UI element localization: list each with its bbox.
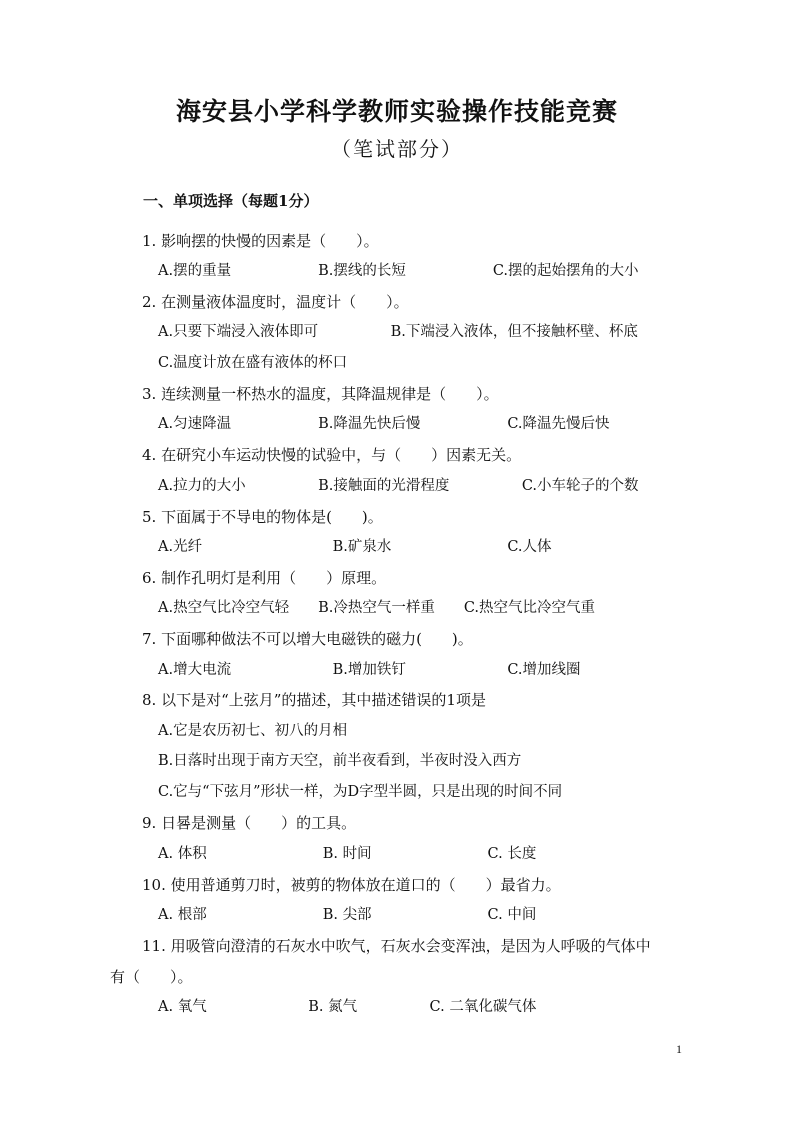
answer-options: A.增大电流 B.增加铁钉 C.增加线圈 [158, 662, 581, 678]
question-text: 7. 下面哪种做法不可以增大电磁铁的磁力( )。 [142, 630, 473, 648]
answer-options: A.只要下端浸入液体即可 B.下端浸入液体，但不接触杯壁、杯底 [158, 324, 638, 340]
question-text: 3. 连续测量一杯热水的温度，其降温规律是（ ）。 [142, 385, 499, 403]
answer-options: A.拉力的大小 B.接触面的光滑程度 C.小车轮子的个数 [158, 478, 639, 494]
answer-options: B.日落时出现于南方天空，前半夜看到，半夜时没入西方 [158, 753, 522, 769]
answer-options: A.它是农历初七、初八的月相 [158, 723, 348, 739]
question-text: 8. 以下是对“上弦月”的描述，其中描述错误的1项是 [142, 691, 486, 709]
question-text: 10. 使用普通剪刀时，被剪的物体放在道口的（ ）最省力。 [142, 876, 561, 894]
page-title: 海安县小学科学教师实验操作技能竞赛 [175, 97, 618, 126]
question-text: 5. 下面属于不导电的物体是( )。 [142, 508, 383, 526]
question-text: 11. 用吸管向澄清的石灰水中吹气，石灰水会变浑浊，是因为人呼吸的气体中 [142, 937, 651, 955]
question-text: 9. 日晷是测量（ ）的工具。 [142, 814, 357, 832]
answer-options: A. 体积 B. 时间 C. 长度 [158, 846, 537, 862]
answer-options: A.摆的重量 B.摆线的长短 C.摆的起始摆角的大小 [158, 263, 639, 279]
question-text: 6. 制作孔明灯是利用（ ）原理。 [142, 569, 387, 587]
page-number: 1 [676, 1042, 682, 1056]
answer-options: A.热空气比冷空气轻 B.冷热空气一样重 C.热空气比冷空气重 [158, 600, 596, 616]
question-text: 1. 影响摆的快慢的因素是（ ）。 [142, 232, 379, 250]
answer-options: A. 根部 B. 尖部 C. 中间 [158, 907, 537, 923]
question-text: 4. 在研究小车运动快慢的试验中，与（ ）因素无关。 [142, 446, 522, 464]
section-heading: 一、单项选择（每题1分） [143, 192, 319, 210]
question-text: 有（ ）。 [110, 968, 193, 986]
question-text: 2. 在测量液体温度时，温度计（ ）。 [142, 293, 409, 311]
answer-options: C.温度计放在盛有液体的杯口 [158, 355, 348, 371]
answer-options: A.匀速降温 B.降温先快后慢 C.降温先慢后快 [158, 416, 610, 432]
answer-options: C.它与“下弦月”形状一样，为D字型半圆，只是出现的时间不同 [158, 784, 563, 800]
answer-options: A.光纤 B.矿泉水 C.人体 [158, 539, 552, 555]
answer-options: A. 氧气 B. 氮气 C. 二氧化碳气体 [158, 999, 537, 1015]
page-subtitle: （笔试部分） [331, 137, 463, 161]
